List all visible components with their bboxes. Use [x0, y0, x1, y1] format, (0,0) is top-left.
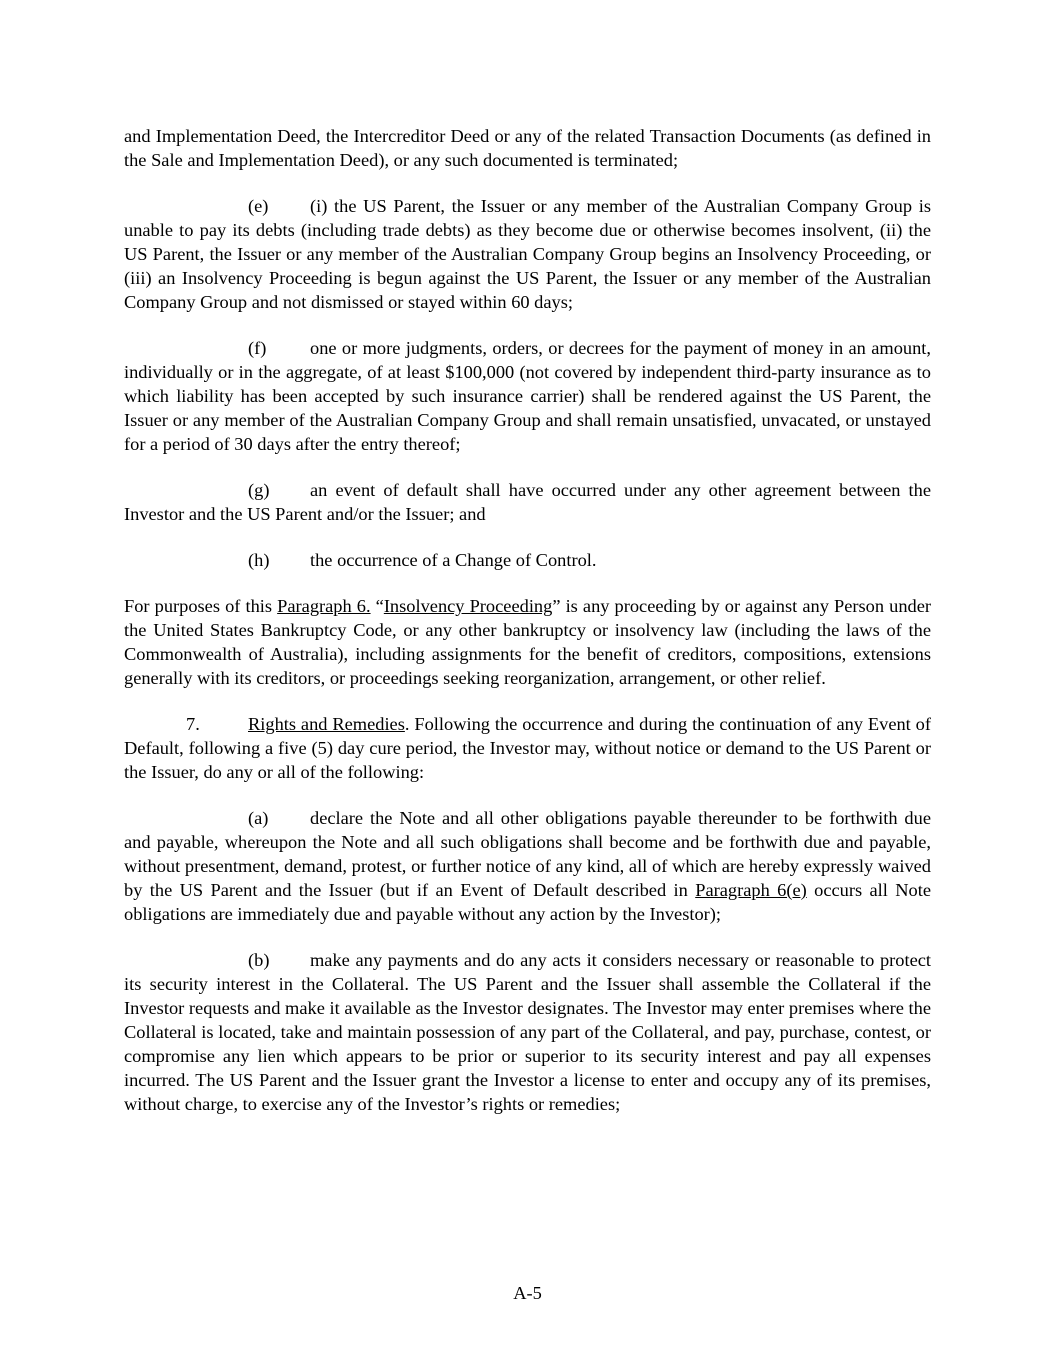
page-footer: [0, 1281, 1055, 1305]
clause-b-text: make any payments and do any acts it considers necessary or reasonable to protect its security interest in the Collateral. The US Parent and the Issuer shall assemble the Collateral if the Investor requests and make it available as the Investor designates. The Investor may enter premises where the Collateral is located, take and maintain possession of any part of the Collateral, and pay, purchase, contest, or compromise any lien which appears to be prior or superior to its security interest and pay all expenses incurred. The US Parent and the Issuer grant the Investor a license to enter and occupy any of its premises, without charge, to exercise any of the Investor’s rights or remedies;: [124, 950, 931, 1114]
section-7-heading: Rights and Remedies: [248, 714, 405, 734]
clause-f-label: (f): [248, 338, 267, 358]
section-7-number: 7.: [186, 714, 200, 734]
clause-a-text-1: declare the Note and all other obligations payable thereunder to be forthwith due and payable, whereupon the Note and all such obligations shall become and be forthwith due and payable, without presentment, demand, protest, or further notice of any kind, all of which are hereby expressly waived by the US Parent and the Issuer (but if an Event of Default described in: [124, 808, 931, 900]
paragraph-continuation-text: and Implementation Deed, the Intercreditor Deed or any of the related Transaction Documents (as defined in the Sale and Implementation Deed), or any such documented is terminated;: [124, 126, 931, 170]
clause-f: [124, 336, 931, 456]
document-page: [124, 124, 931, 1138]
clause-b: [124, 948, 931, 1116]
section-7-text: . Following the occurrence and during the continuation of any Event of Default, following a five (5) day cure period, the Investor may, without notice or demand to the US Parent or the Issuer, do any or all of the following:: [124, 714, 931, 782]
clause-g-text: an event of default shall have occurred under any other agreement between the Investor and the US Parent and/or the Issuer; and: [124, 480, 931, 524]
insolvency-definition: [124, 594, 931, 690]
section-7: [124, 712, 931, 784]
clause-e-label: (e): [248, 196, 269, 216]
paragraph-6-reference: Paragraph 6.: [277, 596, 371, 616]
clause-a: [124, 806, 931, 926]
clause-h-text: the occurrence of a Change of Control.: [310, 550, 597, 570]
clause-b-label: (b): [248, 950, 270, 970]
clause-g: [124, 478, 931, 526]
clause-h-label: (h): [248, 550, 270, 570]
clause-g-label: (g): [248, 480, 270, 500]
clause-h: [124, 548, 931, 572]
page-number: A-5: [513, 1283, 542, 1303]
insolvency-definition-rest: ” is any proceeding by or against any Person under the United States Bankruptcy Code, or any other bankruptcy or insolvency law (including the laws of the Commonwealth of Australia), including assignments for the benefit of creditors, compositions, extensions generally with its creditors, or proceedings seeking reorganization, arrangement, or other relief.: [124, 596, 931, 688]
insolvency-definition-pre: For purposes of this: [124, 596, 278, 616]
paragraph-6e-reference: Paragraph 6(e): [695, 880, 807, 900]
clause-f-text: one or more judgments, orders, or decrees for the payment of money in an amount, individually or in the aggregate, of at least $100,000 (not covered by independent third-party insurance as to which liability has been accepted by such insurance carrier) shall be rendered against the US Parent, the Issuer or any member of the Australian Company Group and shall remain unsatisfied, unvacated, or unstayed for a period of 30 days after the entry thereof;: [124, 338, 931, 454]
clause-a-label: (a): [248, 808, 269, 828]
clause-e-text: (i) the US Parent, the Issuer or any member of the Australian Company Group is unable to pay its debts (including trade debts) as they become due or otherwise becomes insolvent, (ii) the US Parent, the Issuer or any member of the Australian Company Group begins an Insolvency Proceeding, or (iii) an Insolvency Proceeding is begun against the US Parent, the Issuer or any member of the Australian Company Group and not dismissed or stayed within 60 days;: [124, 196, 931, 312]
insolvency-definition-quote: “: [370, 596, 384, 616]
clause-a-text-2: occurs all Note obligations are immediately due and payable without any action by the Investor);: [124, 880, 931, 924]
paragraph-continuation: [124, 124, 931, 172]
clause-e: [124, 194, 931, 314]
insolvency-proceeding-term: Insolvency Proceeding: [383, 596, 553, 616]
